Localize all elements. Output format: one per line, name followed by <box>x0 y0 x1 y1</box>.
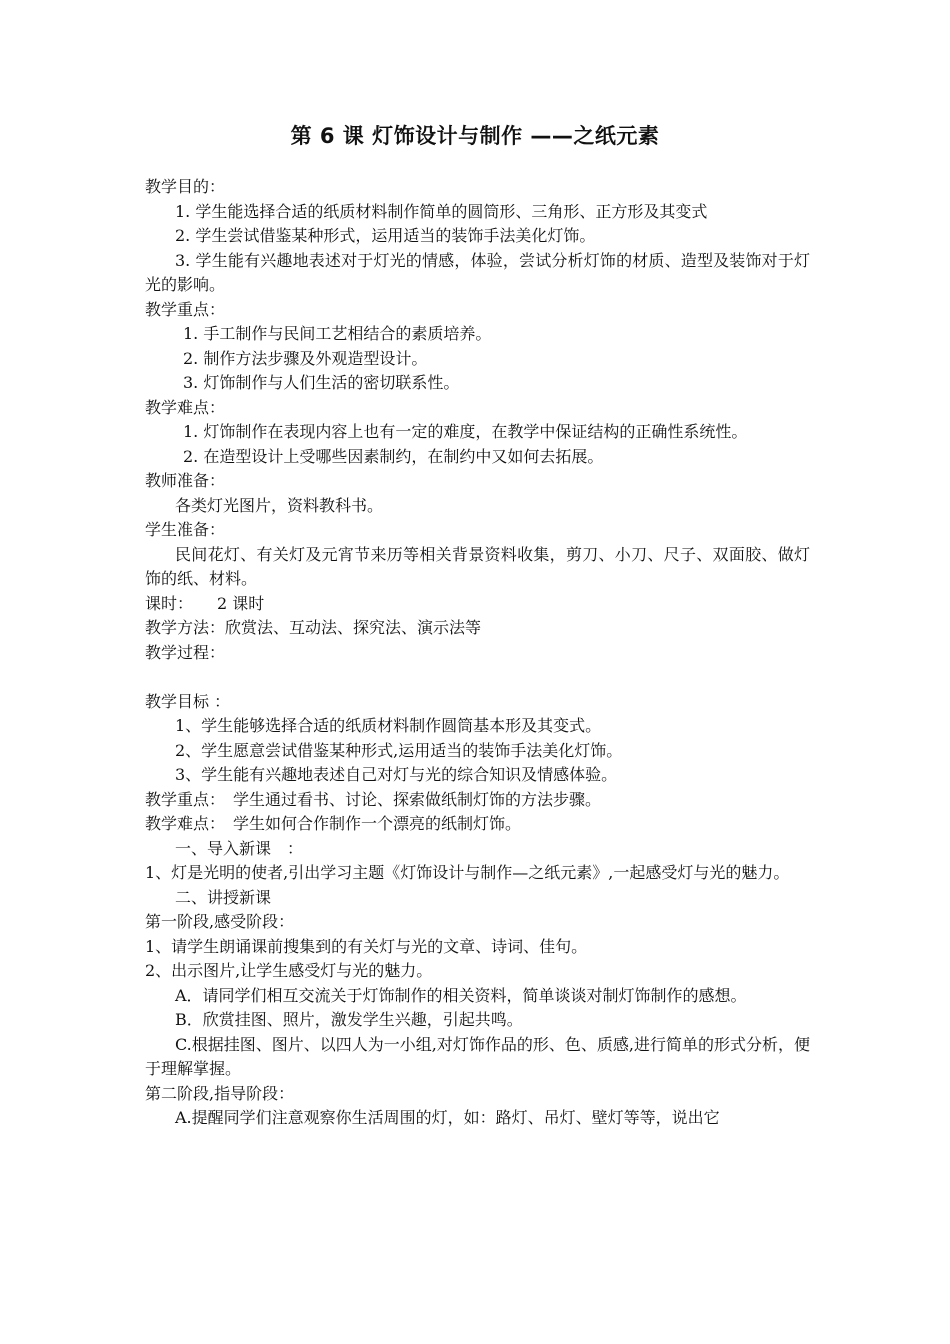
paragraph: 教学方法：欣赏法、互动法、探究法、演示法等 <box>145 618 482 637</box>
paragraph: 3、学生能有兴趣地表述自己对灯与光的综合知识及情感体验。 <box>175 765 618 784</box>
paragraph: 教学目标 ： <box>145 691 231 711</box>
paragraph: 2. 在造型设计上受哪些因素制约，在制约中又如何去拓展。 <box>183 446 604 466</box>
paragraph: 教师准备： <box>145 471 226 490</box>
paragraph: 教学重点： <box>145 299 226 319</box>
paragraph: A．请同学们相互交流关于灯饰制作的相关资料，简单谈谈对制灯饰制作的感想。 <box>175 985 747 1005</box>
paragraph: 1. 手工制作与民间工艺相结合的素质培养。 <box>183 324 492 343</box>
paragraph: 二、讲授新课 <box>175 887 272 907</box>
paragraph: 一、导入新课 ： <box>175 838 304 858</box>
paragraph: 2. 制作方法步骤及外观造型设计。 <box>183 348 428 368</box>
paragraph: 1、灯是光明的使者,引出学习主题《灯饰设计与制作—之纸元素》,一起感受灯与光的魅力。 <box>145 863 790 882</box>
paragraph: 教学难点： 学生如何合作制作一个漂亮的纸制灯饰。 <box>145 814 522 833</box>
paragraph: 教学难点： <box>145 397 226 417</box>
paragraph: 教学过程： <box>145 642 226 662</box>
paragraph: 3. 学生能有兴趣地表述对于灯光的情感，体验，尝试分析灯饰的材质、造型及装饰对于灯光的影响。 <box>145 250 810 294</box>
document-body <box>145 175 810 1131</box>
paragraph: 教学目的： <box>145 177 226 196</box>
paragraph: 2、出示图片,让学生感受灯与光的魅力。 <box>145 961 433 980</box>
paragraph: 1、学生能够选择合适的纸质材料制作圆筒基本形及其变式。 <box>175 716 602 735</box>
paragraph: 1、请学生朗诵课前搜集到的有关灯与光的文章、诗词、佳句。 <box>145 936 588 956</box>
paragraph: 课时： 2 课时 <box>145 593 265 613</box>
paragraph: 1. 学生能选择合适的纸质材料制作简单的圆筒形、三角形、正方形及其变式 <box>175 201 708 221</box>
blank-line <box>145 665 810 690</box>
paragraph: 2. 学生尝试借鉴某种形式，运用适当的装饰手法美化灯饰。 <box>175 226 596 245</box>
paragraph: 1. 灯饰制作在表现内容上也有一定的难度，在教学中保证结构的正确性系统性。 <box>183 422 748 441</box>
paragraph: A.提醒同学们注意观察你生活周围的灯，如：路灯、吊灯、壁灯等等，说出它 <box>175 1108 720 1127</box>
paragraph: 民间花灯、有关灯及元宵节来历等相关背景资料收集，剪刀、小刀、尺子、双面胶、做灯饰的纸、材料。 <box>145 544 810 588</box>
paragraph: B．欣赏挂图、照片，激发学生兴趣，引起共鸣。 <box>175 1010 523 1029</box>
paragraph: 2、学生愿意尝试借鉴某种形式,运用适当的装饰手法美化灯饰。 <box>175 740 623 760</box>
paragraph: 学生准备： <box>145 520 226 539</box>
paragraph: 第二阶段,指导阶段： <box>145 1083 295 1103</box>
paragraph: 各类灯光图片，资料教科书。 <box>175 495 384 515</box>
page-title: 第 6 课 灯饰设计与制作 ——之纸元素 <box>290 124 660 148</box>
paragraph: C.根据挂图、图片、以四人为一小组,对灯饰作品的形、色、质感,进行简单的形式分析，便于理解掌握。 <box>145 1034 810 1078</box>
paragraph: 教学重点： 学生通过看书、讨论、探索做纸制灯饰的方法步骤。 <box>145 789 602 809</box>
paragraph: 第一阶段,感受阶段： <box>145 912 295 931</box>
paragraph: 3. 灯饰制作与人们生活的密切联系性。 <box>183 373 460 392</box>
